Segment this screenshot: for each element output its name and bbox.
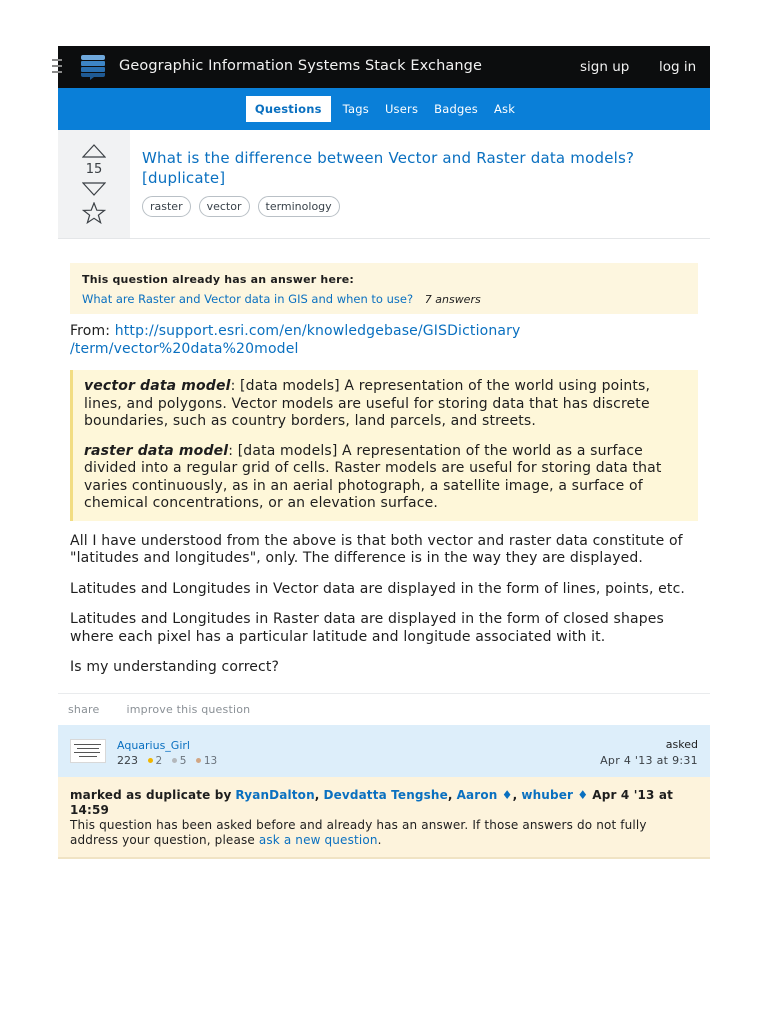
owner-name-link[interactable]: Aquarius_Girl bbox=[117, 738, 190, 752]
quote-definition: [data models] A representation of the world using points, lines, and polygons. Vector models are useful for storing data that has discrete boundaries, such as country borders, land parcels, and streets. bbox=[84, 378, 651, 429]
gold-badge-count: 2 bbox=[155, 754, 163, 767]
duplicate-notice-heading: This question already has an answer here: bbox=[82, 273, 354, 286]
gold-badge-icon bbox=[148, 758, 153, 763]
body-paragraph: All I have understood from the above is that both vector and raster data constitute of "latitudes and longitudes", only. The difference is in the way they are displayed. bbox=[70, 532, 683, 566]
ask-new-question-link[interactable]: ask a new question bbox=[258, 832, 378, 847]
from-label: From: bbox=[70, 323, 111, 339]
sign-up-link[interactable]: sign up bbox=[580, 59, 630, 75]
closer-user-link[interactable]: Devdatta Tengshe bbox=[323, 787, 448, 802]
tag-terminology[interactable]: terminology bbox=[258, 196, 340, 217]
silver-badge-icon bbox=[172, 758, 177, 763]
closed-time: Apr 4 '13 at 14:59 bbox=[70, 787, 673, 817]
bronze-badge-count: 13 bbox=[203, 754, 218, 767]
quote-term: raster data model bbox=[84, 442, 229, 459]
reputation-score: 223 bbox=[117, 753, 138, 767]
blockquote bbox=[70, 370, 698, 521]
quote-term: vector data model bbox=[84, 378, 231, 394]
closed-notice: marked as duplicate by RyanDalton, Devdatta Tengshe, Aaron ♦, whuber ♦ Apr 4 '13 at 14:59 This question has been asked before and already has an answer. If those answers do not fully address your question, please ask a new question. bbox=[58, 777, 710, 859]
source-link[interactable]: http://support.esri.com/en/knowledgebase/GISDictionary /term/vector%20data%20model bbox=[70, 323, 521, 357]
top-bar bbox=[58, 46, 710, 88]
vote-cell bbox=[58, 130, 130, 238]
tab-questions[interactable]: Questions bbox=[246, 96, 331, 122]
tag-list bbox=[142, 196, 710, 217]
duplicate-question-link[interactable]: What are Raster and Vector data in GIS and when to use? bbox=[82, 292, 414, 306]
closer-user-link[interactable]: RyanDalton bbox=[235, 787, 315, 802]
site-title[interactable]: Geographic Information Systems Stack Exchange bbox=[119, 58, 482, 74]
question-body bbox=[58, 323, 710, 677]
stack-exchange-logo-icon[interactable] bbox=[80, 54, 106, 80]
owner-reputation bbox=[117, 754, 217, 767]
closer-user-link[interactable]: Aaron ♦ bbox=[456, 787, 513, 802]
question-title-area bbox=[130, 130, 710, 238]
tag-vector[interactable]: vector bbox=[199, 196, 250, 217]
downvote-arrow-icon[interactable] bbox=[82, 182, 106, 196]
vote-count: 15 bbox=[85, 162, 103, 177]
upvote-arrow-icon[interactable] bbox=[82, 144, 106, 158]
tab-ask[interactable]: Ask bbox=[493, 102, 516, 116]
avatar[interactable] bbox=[70, 739, 106, 763]
duplicate-link-line bbox=[82, 292, 686, 306]
closed-text: This question has been asked before and already has an answer. If those answers do not fully address your question, please bbox=[70, 817, 647, 847]
tab-badges[interactable]: Badges bbox=[434, 102, 478, 116]
log-in-link[interactable]: log in bbox=[659, 59, 697, 75]
favorite-star-icon[interactable] bbox=[82, 202, 106, 224]
tab-users[interactable]: Users bbox=[384, 102, 419, 116]
silver-badge-count: 5 bbox=[179, 754, 187, 767]
asked-time: Apr 4 '13 at 9:31 bbox=[600, 753, 698, 767]
quote-paragraph: vector data model: [data models] A representation of the world using points, lines, and polygons. Vector models are useful for storing data that has discrete boundaries, such as country borders, land parcels, and streets. bbox=[84, 378, 651, 429]
closer-user-link[interactable]: whuber ♦ bbox=[521, 787, 589, 802]
asked-label: asked bbox=[665, 737, 698, 751]
source-line bbox=[70, 323, 698, 358]
body-paragraph: Latitudes and Longitudes in Raster data are displayed in the form of closed shapes where each pixel has a particular latitude and longitude associated with it. bbox=[70, 611, 664, 645]
question-title[interactable]: What is the difference between Vector and Raster data models? [duplicate] bbox=[142, 149, 635, 187]
answer-count: 7 answers bbox=[424, 293, 481, 306]
body-paragraph: Latitudes and Longitudes in Vector data are displayed in the form of lines, points, etc. bbox=[70, 580, 686, 597]
hamburger-menu-icon[interactable] bbox=[52, 59, 62, 73]
tab-tags[interactable]: Tags bbox=[342, 102, 369, 116]
share-link[interactable]: share bbox=[68, 702, 100, 716]
closed-prefix: marked as duplicate by bbox=[70, 787, 232, 802]
duplicate-notice bbox=[70, 263, 698, 314]
bronze-badge-icon bbox=[196, 758, 201, 763]
quote-paragraph: raster data model: [data models] A representation of the world as a surface divided into a regular grid of cells. Raster models are useful for storing data that varies continuously, as in an aerial photograph, a satellite image, a surface of chemical concentrations, or an elevation surface. bbox=[84, 442, 662, 511]
nav-bar bbox=[58, 88, 710, 130]
question-header bbox=[58, 130, 710, 239]
page bbox=[58, 46, 710, 859]
quote-definition: [data models] A representation of the world as a surface divided into a regular grid of cells. Raster models are useful for storing data that varies continuously, as in an aerial photograph, a satellite image, a surface of chemical concentrations, or an elevation surface. bbox=[84, 442, 662, 511]
body-paragraph: Is my understanding correct? bbox=[70, 659, 280, 675]
owner-card bbox=[58, 725, 710, 777]
improve-question-link[interactable]: improve this question bbox=[126, 702, 251, 716]
tag-raster[interactable]: raster bbox=[142, 196, 191, 217]
post-menu bbox=[58, 693, 710, 725]
